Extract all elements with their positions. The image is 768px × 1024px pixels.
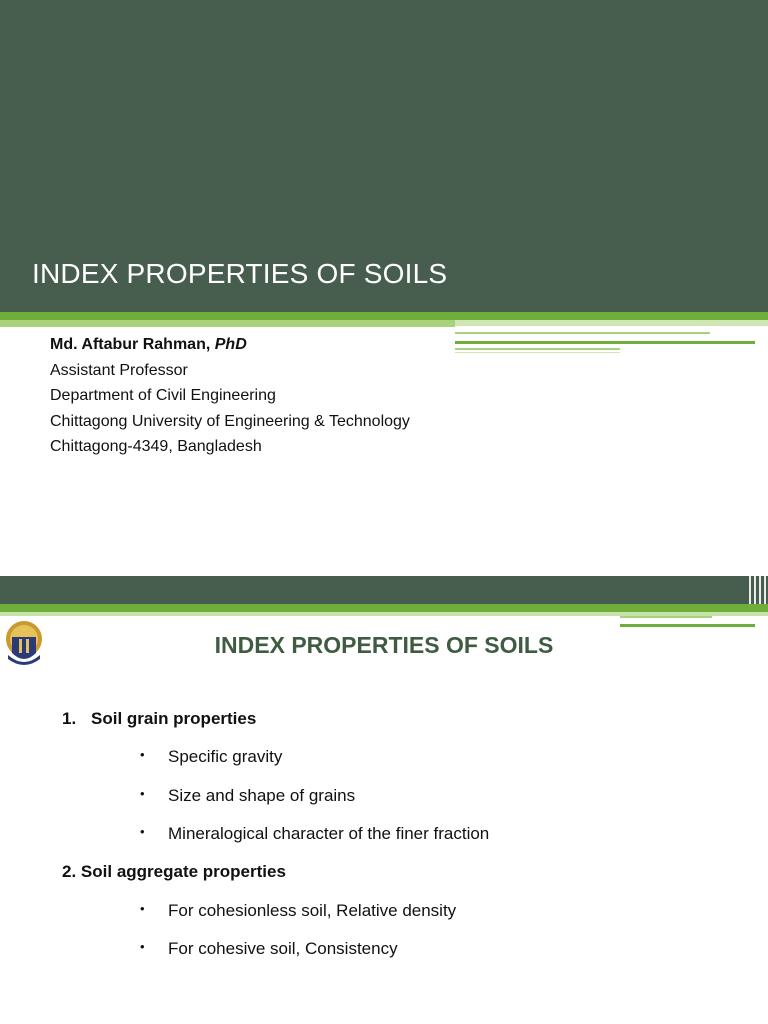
section-heading bbox=[62, 862, 286, 882]
content-slide bbox=[0, 576, 768, 1024]
author-degree: PhD bbox=[214, 336, 247, 353]
accent-line bbox=[455, 341, 755, 344]
list-item: • Mineralogical character of the finer fraction bbox=[140, 824, 490, 843]
section-number: 2. bbox=[62, 862, 77, 881]
accent-line bbox=[455, 352, 620, 353]
list-item-text: Mineralogical character of the finer fraction bbox=[168, 824, 490, 843]
accent-stripe-light bbox=[0, 320, 455, 327]
accent-stripe bbox=[0, 312, 768, 320]
list-item-text: For cohesive soil, Consistency bbox=[168, 939, 398, 958]
content-slide-title: INDEX PROPERTIES OF SOILS bbox=[214, 632, 554, 658]
accent-stripe-fade bbox=[455, 320, 768, 326]
list-item-text: Specific gravity bbox=[168, 747, 283, 766]
accent-line bbox=[620, 616, 712, 618]
accent-line bbox=[455, 348, 620, 350]
author-address: Chittagong-4349, Bangladesh bbox=[50, 438, 262, 455]
section-heading bbox=[62, 709, 256, 729]
section-number: 1. bbox=[62, 709, 77, 728]
author-position: Assistant Professor bbox=[50, 361, 188, 379]
author-block bbox=[50, 332, 410, 460]
accent-stripe bbox=[0, 604, 768, 612]
list-item: • Size and shape of grains bbox=[140, 786, 356, 805]
list-item: • For cohesive soil, Consistency bbox=[140, 939, 398, 958]
corner-hatch bbox=[746, 576, 768, 604]
slide-title: INDEX PROPERTIES OF SOILS bbox=[32, 258, 448, 289]
author-name: Md. Aftabur Rahman, bbox=[50, 336, 211, 353]
section-heading-text: Soil aggregate properties bbox=[80, 862, 286, 881]
content-header-band bbox=[0, 576, 768, 604]
author-university: Chittagong University of Engineering & Technology bbox=[50, 412, 410, 430]
accent-line bbox=[455, 332, 710, 334]
list-item-text: For cohesionless soil, Relative density bbox=[168, 901, 457, 920]
author-line bbox=[50, 332, 410, 358]
list-item: • For cohesionless soil, Relative density bbox=[140, 901, 457, 920]
list-item-text: Size and shape of grains bbox=[168, 786, 356, 805]
list-item: • Specific gravity bbox=[140, 747, 283, 766]
accent-line bbox=[620, 624, 755, 627]
section-heading-text: Soil grain properties bbox=[91, 709, 257, 728]
author-department: Department of Civil Engineering bbox=[50, 387, 276, 404]
